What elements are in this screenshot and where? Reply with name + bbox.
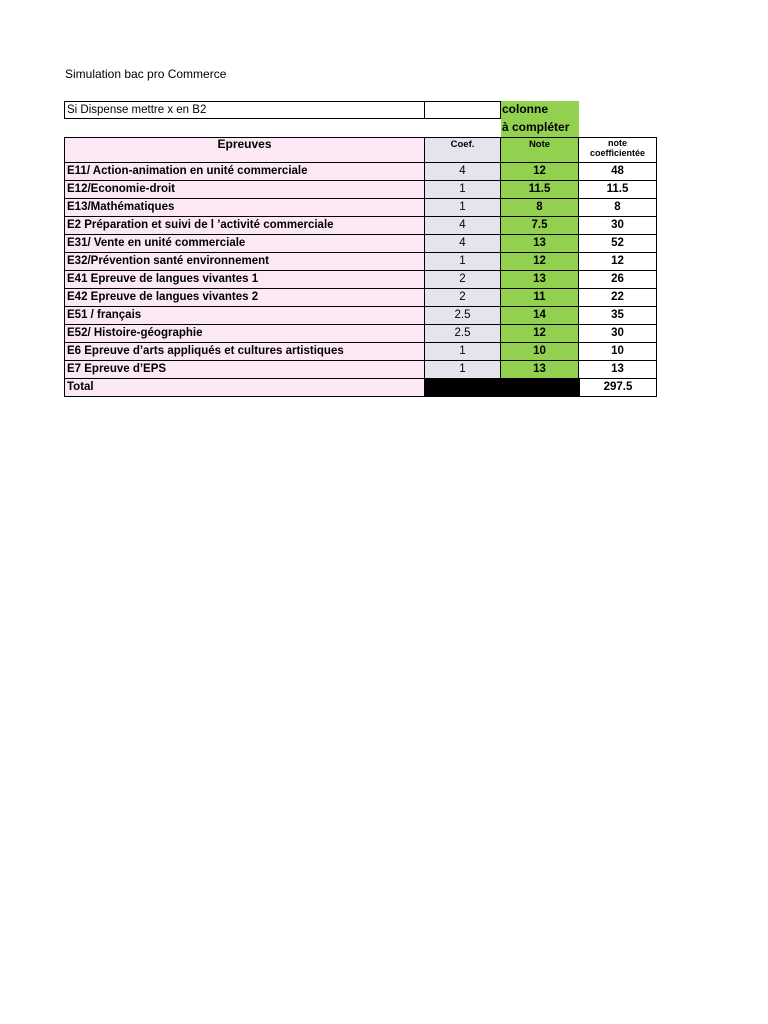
epreuve-cell: E42 Epreuve de langues vivantes 2 [64, 289, 425, 307]
note-input-cell[interactable]: 12 [501, 253, 579, 271]
table-row [64, 307, 657, 325]
epreuve-cell: E13/Mathématiques [64, 199, 425, 217]
coef-cell: 4 [425, 163, 501, 181]
total-blank-coef [425, 379, 501, 397]
epreuve-cell: E11/ Action-animation en unité commerciale [64, 163, 425, 181]
coef-cell: 2.5 [425, 325, 501, 343]
table-row [64, 199, 657, 217]
table-row [64, 325, 657, 343]
header-note-coef [579, 137, 657, 163]
epreuve-cell: E51 / français [64, 307, 425, 325]
epreuve-cell: E52/ Histoire-géographie [64, 325, 425, 343]
note-input-cell[interactable]: 13 [501, 235, 579, 253]
header-note-coef-line2: coefficientée [589, 148, 646, 158]
column-note-line-1: colonne [501, 101, 579, 119]
note-coef-cell: 8 [579, 199, 657, 217]
coef-cell: 1 [425, 181, 501, 199]
table-row [64, 289, 657, 307]
epreuve-cell: E7 Epreuve d’EPS [64, 361, 425, 379]
epreuve-cell: E12/Economie-droit [64, 181, 425, 199]
header-note: Note [501, 137, 579, 163]
note-input-cell[interactable]: 13 [501, 361, 579, 379]
coef-cell: 1 [425, 343, 501, 361]
column-note-row [64, 119, 657, 137]
coef-cell: 2 [425, 271, 501, 289]
column-note-line-2: à compléter [501, 119, 579, 137]
note-input-cell[interactable]: 12 [501, 325, 579, 343]
dispense-row [64, 101, 657, 119]
epreuve-cell: E32/Prévention santé environnement [64, 253, 425, 271]
coef-cell: 2 [425, 289, 501, 307]
table-row [64, 343, 657, 361]
note-coef-cell: 35 [579, 307, 657, 325]
table-header [64, 137, 657, 163]
grade-sheet [64, 101, 657, 397]
total-value: 297.5 [579, 379, 657, 397]
note-coef-cell: 11.5 [579, 181, 657, 199]
note-coef-cell: 52 [579, 235, 657, 253]
table-row [64, 217, 657, 235]
coef-cell: 4 [425, 217, 501, 235]
epreuve-cell: E41 Epreuve de langues vivantes 1 [64, 271, 425, 289]
epreuve-cell: E6 Epreuve d’arts appliqués et cultures artistiques [64, 343, 425, 361]
table-row [64, 361, 657, 379]
epreuve-cell: E2 Préparation et suivi de l ’activité commerciale [64, 217, 425, 235]
table-row [64, 235, 657, 253]
header-epreuves: Epreuves [64, 137, 425, 163]
note-coef-cell: 30 [579, 217, 657, 235]
table-row [64, 253, 657, 271]
page-title: Simulation bac pro Commerce [65, 67, 227, 81]
note-coef-cell: 48 [579, 163, 657, 181]
note-coef-cell: 30 [579, 325, 657, 343]
coef-cell: 2.5 [425, 307, 501, 325]
total-label: Total [64, 379, 425, 397]
table-row [64, 181, 657, 199]
note-input-cell[interactable]: 11.5 [501, 181, 579, 199]
epreuve-cell: E31/ Vente en unité commerciale [64, 235, 425, 253]
note-input-cell[interactable]: 12 [501, 163, 579, 181]
note-input-cell[interactable]: 13 [501, 271, 579, 289]
note-input-cell[interactable]: 10 [501, 343, 579, 361]
note-coef-cell: 10 [579, 343, 657, 361]
note-input-cell[interactable]: 8 [501, 199, 579, 217]
table-body [64, 163, 657, 379]
coef-cell: 1 [425, 199, 501, 217]
coef-cell: 4 [425, 235, 501, 253]
note-coef-cell: 26 [579, 271, 657, 289]
note-coef-cell: 13 [579, 361, 657, 379]
table-row [64, 163, 657, 181]
note-coef-cell: 22 [579, 289, 657, 307]
table-row [64, 271, 657, 289]
note-input-cell[interactable]: 11 [501, 289, 579, 307]
total-row [64, 379, 657, 397]
dispense-input-cell[interactable] [425, 101, 501, 119]
dispense-label: Si Dispense mettre x en B2 [64, 101, 425, 119]
total-blank-note [501, 379, 579, 397]
coef-cell: 1 [425, 253, 501, 271]
header-coef: Coef. [425, 137, 501, 163]
note-input-cell[interactable]: 14 [501, 307, 579, 325]
header-note-coef-line1: note [608, 138, 627, 148]
note-input-cell[interactable]: 7.5 [501, 217, 579, 235]
note-coef-cell: 12 [579, 253, 657, 271]
coef-cell: 1 [425, 361, 501, 379]
